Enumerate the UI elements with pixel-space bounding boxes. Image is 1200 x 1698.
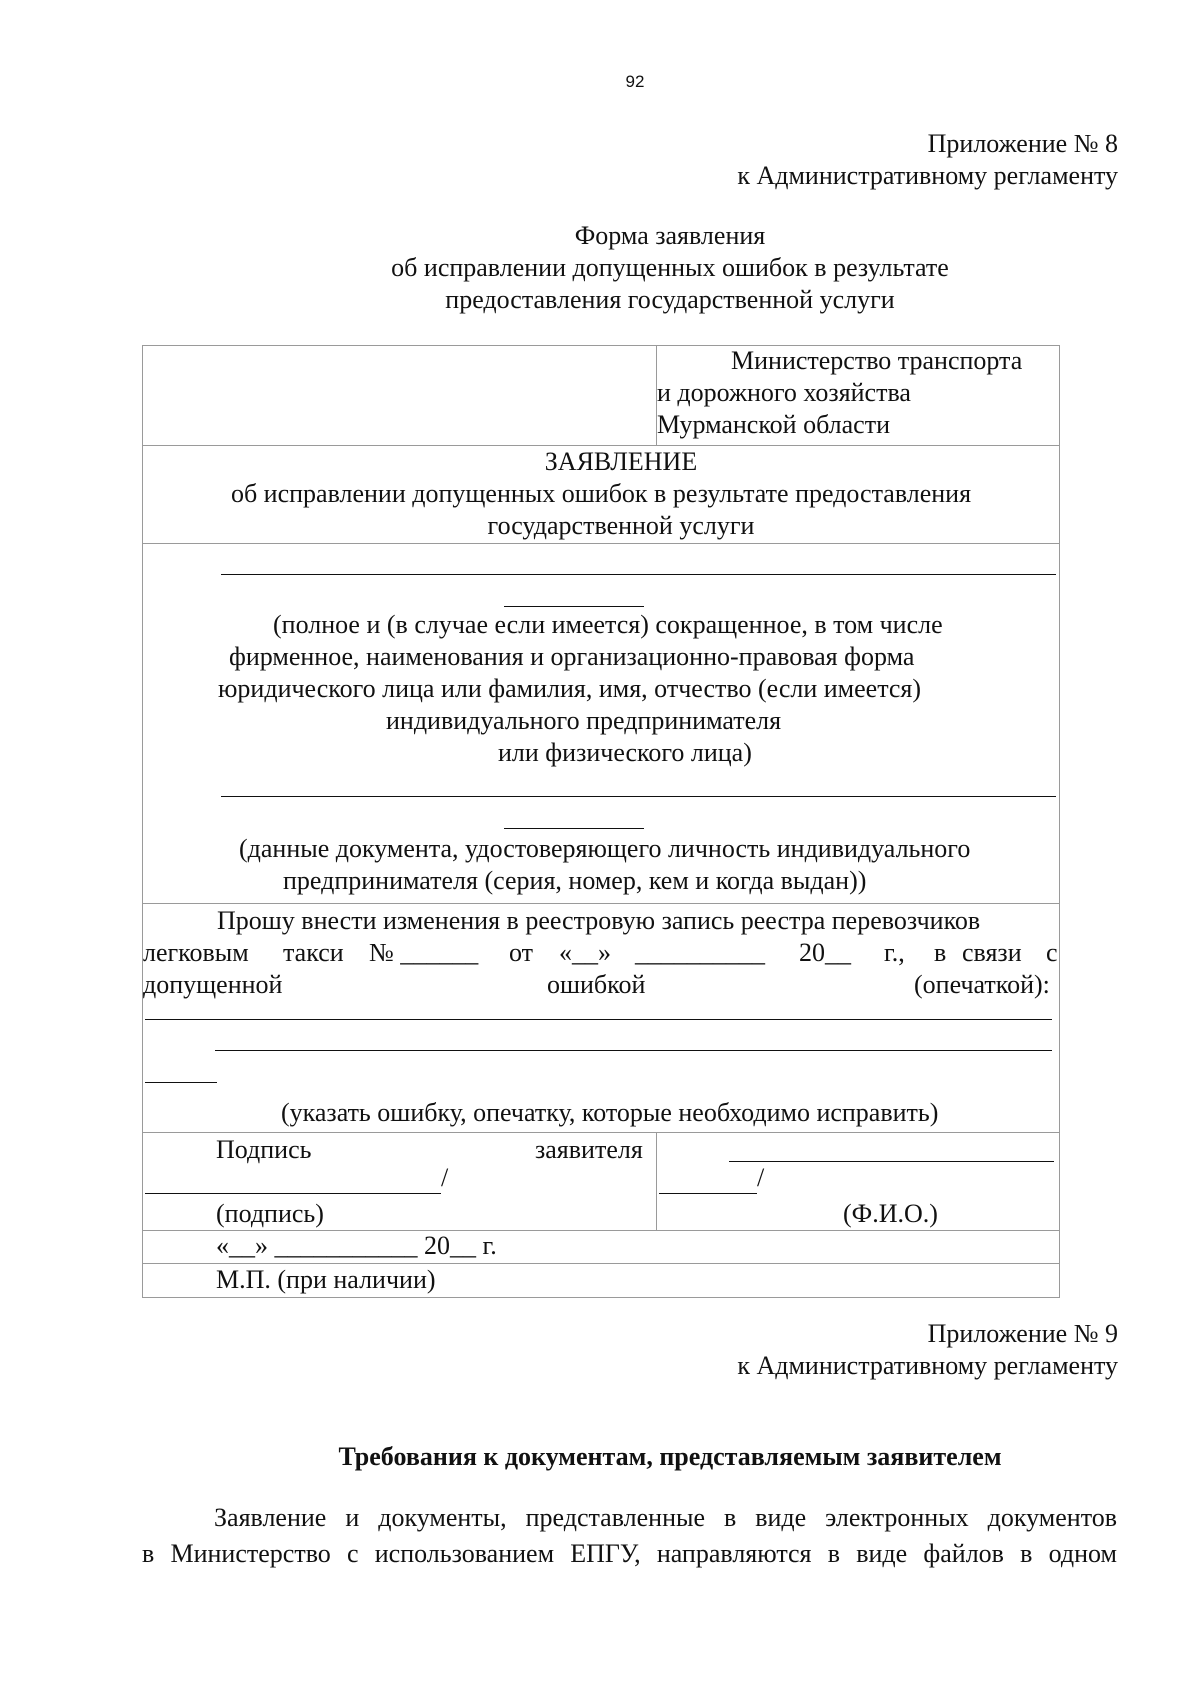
applicant-hint-line-1: (полное и (в случае если имеется) сокращенное, в том числе xyxy=(273,610,943,639)
appendix-8-number: Приложение № 8 xyxy=(927,129,1118,158)
requirements-line-1: Заявление и документы, представленные в виде электронных документов xyxy=(214,1503,1117,1532)
form-title-line-1: Форма заявления xyxy=(574,221,766,250)
error-description-line-1[interactable] xyxy=(145,1019,1052,1020)
requirements-paragraph xyxy=(142,1500,1117,1572)
document-hint-line-1: (данные документа, удостоверяющего личность индивидуального xyxy=(239,834,971,863)
appendix-8-header xyxy=(737,128,1118,192)
statement-cell xyxy=(143,446,1060,544)
requirements-title: Требования к документам, представляемым заявителем xyxy=(338,1442,1002,1471)
register-number-field[interactable]: № ______ xyxy=(369,938,479,967)
applicant-hint-line-3: юридического лица или фамилия, имя, отчество (если имеется) xyxy=(218,674,922,703)
appendix-9-number: Приложение № 9 xyxy=(927,1319,1118,1348)
empty-cell xyxy=(143,346,657,446)
requirements-line-2: в Министерство с использованием ЕПГУ, направляются в виде файлов в одном xyxy=(142,1539,1117,1568)
full-name-line-cont[interactable] xyxy=(659,1193,757,1194)
statement-line-2: государственной услуги xyxy=(487,511,755,540)
request-cell xyxy=(143,904,1060,1133)
recipient-cell xyxy=(657,346,1060,446)
error-hint: (указать ошибку, опечатку, которые необходимо исправить) xyxy=(281,1098,939,1127)
form-title-line-2: об исправлении допущенных ошибок в результате xyxy=(391,253,949,282)
statement-line-1: об исправлении допущенных ошибок в результате предоставления xyxy=(230,479,972,508)
signature-cell xyxy=(143,1133,657,1231)
request-word-s: с xyxy=(1046,938,1058,967)
seal-cell xyxy=(143,1264,1060,1298)
statement-title: ЗАЯВЛЕНИЕ xyxy=(544,447,698,476)
request-word-v: в xyxy=(934,938,947,967)
name-cell xyxy=(657,1133,1060,1231)
request-word-taxi: такси xyxy=(283,938,344,967)
register-month-field[interactable]: __________ xyxy=(635,938,765,967)
page-number: 92 xyxy=(625,72,645,91)
applicant-name-line-cont[interactable] xyxy=(504,606,644,607)
applicant-hint-line-2: фирменное, наименования и организационно-правовая форма xyxy=(229,642,915,671)
request-word-opechatkoy: (опечаткой): xyxy=(914,970,1050,999)
error-description-line-3[interactable] xyxy=(145,1082,217,1083)
register-day-field[interactable]: «__» xyxy=(559,938,611,967)
recipient-line-1: Министерство транспорта xyxy=(731,346,1023,375)
signature-line[interactable] xyxy=(145,1193,441,1194)
applicant-hint-line-5: или физического лица) xyxy=(498,738,752,767)
recipient-line-3: Мурманской области xyxy=(657,410,890,439)
appendix-9-reference: к Административному регламенту xyxy=(737,1351,1118,1380)
form-title-line-3: предоставления государственной услуги xyxy=(445,285,895,314)
date-cell xyxy=(143,1231,1060,1264)
request-word-dopushchennoy: допущенной xyxy=(143,970,283,999)
error-description-line-2[interactable] xyxy=(215,1050,1052,1051)
application-form-table xyxy=(142,345,1060,1298)
signature-label-podpis: Подпись xyxy=(216,1135,312,1164)
document-hint-line-2: предпринимателя (серия, номер, кем и когда выдан)) xyxy=(283,866,867,895)
application-date-field[interactable]: «__» ___________ 20__ г. xyxy=(216,1231,497,1260)
applicant-name-line[interactable] xyxy=(221,574,1056,575)
full-name-slash: / xyxy=(757,1163,765,1192)
document-data-line[interactable] xyxy=(221,796,1056,797)
full-name-line[interactable] xyxy=(729,1161,1054,1162)
request-word-oshibkoy: ошибкой xyxy=(547,970,646,999)
signature-slash: / xyxy=(441,1163,449,1192)
signature-label-zayavitelya: заявителя xyxy=(535,1135,643,1164)
request-word-ot: от xyxy=(509,938,534,967)
appendix-9-header xyxy=(737,1318,1118,1382)
full-name-hint: (Ф.И.О.) xyxy=(843,1199,938,1228)
request-word-legkovym: легковым xyxy=(143,938,249,967)
applicant-cell xyxy=(143,544,1060,904)
request-word-svyazi: связи xyxy=(962,938,1022,967)
applicant-hint-line-4: индивидуального предпринимателя xyxy=(386,706,782,735)
recipient-line-2: и дорожного хозяйства xyxy=(657,378,911,407)
signature-hint: (подпись) xyxy=(216,1199,324,1228)
request-word-g: г., xyxy=(884,938,905,967)
seal-label: М.П. (при наличии) xyxy=(216,1265,436,1294)
appendix-8-reference: к Административному регламенту xyxy=(737,161,1118,190)
request-line-1: Прошу внести изменения в реестровую запись реестра перевозчиков xyxy=(217,906,981,935)
register-year-field[interactable]: 20__ xyxy=(799,938,851,967)
document-data-line-cont[interactable] xyxy=(504,828,644,829)
form-title xyxy=(0,220,1200,316)
